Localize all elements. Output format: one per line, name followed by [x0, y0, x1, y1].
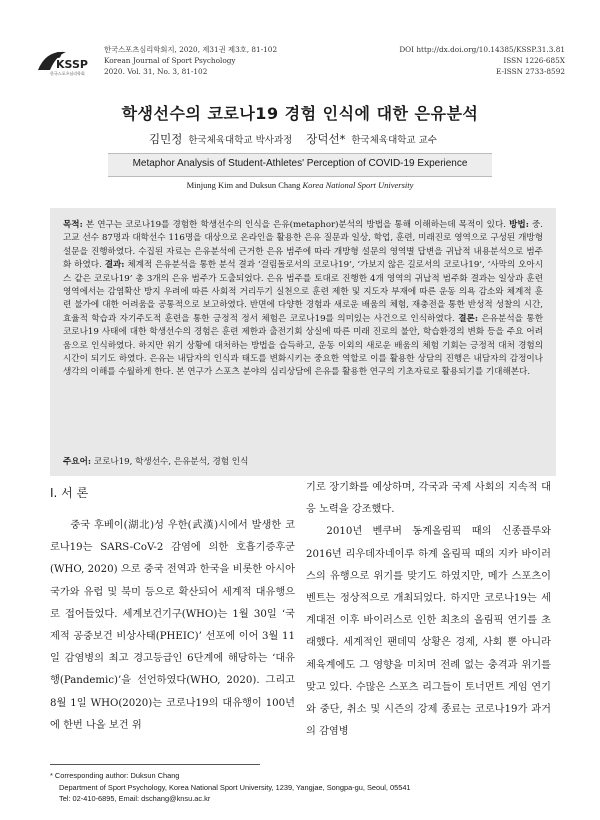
result-label: 결과: [104, 260, 125, 271]
author-name: 장덕선* [306, 132, 346, 146]
keywords-text: 코로나19, 학생선수, 은유분석, 경험 인식 [91, 457, 249, 467]
kssp-logo [36, 46, 94, 76]
method-label: 방법: [509, 220, 529, 230]
result-text: 체계적 은유분석을 통한 분석 결과 ‘걸림돌로서의 코로나19’, ‘가보지 않은 길로서의 코로나19’, ‘사막의 오아시스 같은 코로나19’ 총 3개의 은유 범주가 도출되었다. 은유 범주를 토대로 진행한 4개 영역의 귀납적 범주화 결과는 일상과 훈련영역에서는 감염확산 방지 우려에 따른 사회적 거리두기 실천으로 훈련 제한 및 지도자 부재에 따른 운동 의욕 감소와 체계적 훈련 불가에 대한 어려움을 공통적으로 보고하였다. 반면에 다양한 경험과 새로운 배움의 체험, 재충전을 통한 반성적 성찰의 시간, 효율적 학습과 자기주도적 훈련을 통한 긍정적 정서 체험은 코로나19를 의미있는 사건으로 인식하였다. [63, 260, 544, 324]
conclusion-label: 결론: [458, 313, 479, 324]
author-affiliation: 한국체육대학교 박사과정 [188, 135, 293, 146]
english-title: Metaphor Analysis of Student-Athletes' Perception of COVID-19 Experience [132, 158, 468, 169]
body-paragraph: 기로 장기화를 예상하며, 각국과 국제 사회의 지속적 대응 노력을 강조했다. [306, 482, 551, 516]
eissn: E-ISSN 2733-8592 [496, 67, 565, 76]
paper-title: 학생선수의 코로나19 경험 인식에 대한 은유분석 [121, 104, 479, 123]
body-column-right [306, 477, 551, 743]
keywords-label: 주요어: [63, 457, 92, 467]
svg-text:KSSP: KSSP [56, 58, 88, 71]
footnote [50, 770, 560, 805]
body-paragraph: 2010년 벤쿠버 동계올림픽 때의 신종플루와 2016년 리우데자네이루 하계 올림픽 때의 지카 바이러스의 유행으로 위기를 맞기도 하였지만, 메가 스포츠이벤트는 정상적으로 개최되었다. 하지만 코로나19는 세계대전 이후 바이러스로 인한 최초의 올림픽 연기를 초래했다. 세계적인 팬데믹 상황은 경제, 사회 뿐 아니라 체육계에도 그 영향을 미치며 전례 없는 충격과 위기를 맞고 있다. 수많은 스포츠 리그들이 토너먼트 게임 연기와 중단, 취소 및 시즌의 강제 종료는 코로나19가 과거의 감염병 [306, 526, 551, 738]
journal-citation-korean: 한국스포츠심리학회지, 2020, 제31권 제3호, 81-102 [104, 45, 278, 54]
keywords [63, 455, 543, 467]
author-affiliation: 한국체육대학교 교수 [351, 135, 437, 146]
section-heading: I. 서 론 [50, 486, 89, 500]
author-name: 김민정 [149, 132, 183, 146]
footnote-divider [50, 764, 260, 765]
english-author-names: Minjung Kim and Duksun Chang [186, 180, 301, 190]
footnote-author: * Corresponding author: Duksun Chang [50, 771, 180, 780]
journal-name-english: Korean Journal of Sport Psychology [104, 56, 236, 65]
author-line [0, 131, 600, 147]
method-text: 중.고교 선수 87명과 대학선수 116명을 대상으로 온라인을 활용한 은유 질문과 일상, 학업, 훈련, 미래진로 영역으로 구성된 개방형 설문을 진행하였다. 수집된 자료는 은유분석에 근거한 은유 범주에 따라 개방형 설문의 영역별 답변을 귀납적 내용분석으로 범주화 하였다. [63, 220, 544, 271]
english-authors [0, 180, 600, 190]
svg-text:한국스포츠심리학회: 한국스포츠심리학회 [50, 71, 85, 76]
journal-citation [104, 44, 277, 77]
footnote-contact: Tel: 02-410-6895, Email: dschang@knsu.ac.kr [59, 794, 211, 804]
doi-link[interactable]: DOI http://dx.doi.org/10.14385/KSSP.31.3.81 [399, 45, 565, 54]
issn: ISSN 1226-685X [503, 56, 565, 65]
journal-volume: 2020. Vol. 31, No. 3, 81-102 [104, 67, 208, 76]
purpose-label: 목적: [63, 220, 83, 230]
body-column-left [50, 515, 295, 737]
body-paragraph: 중국 후베이(湖北)성 우한(武漢)시에서 발생한 코로나19는 SARS-CoV-2 감염에 의한 호흡기증후군(WHO, 2020) 으로 중국 전역과 한국을 비롯한 아시아 국가와 유럽 및 북미 등으로 확산되어 세계적 대유행으로 접어들었다. 세계보건기구(WHO)는 1월 30일 ‘국제적 공중보건 비상사태(PHEIC)’ 선포에 이어 3월 11일 감염병의 최고 경고등급인 6단계에 해당하는 ‘대유행(Pandemic)’을 선언하였다(WHO, 2020). 그리고 8월 1일 WHO(2020)는 코로나19의 대유행이 100년에 한번 나올 보건 위 [50, 520, 295, 731]
abstract [63, 219, 543, 380]
conclusion-text: 은유분석을 통한 코로나19 사태에 대한 학생선수의 경험은 훈련 제한과 출전기회 상실에 따른 미래 진로의 불안, 학습환경의 변화 등을 주요 어려움으로 인식하였다. 하지만 위기 상황에 대처하는 방법을 습득하고, 운동 이외의 새로운 배움의 체험 기회는 긍정적 대처 경험의 시간이 되기도 하였다. 은유는 내담자의 인식과 태도를 변화시키는 중요한 역할로 이를 활용한 상담의 진행은 내담자의 감정이나 생각의 이해를 수월하게 한다. 본 연구가 스포츠 분야의 심리상담에 은유를 활용한 연구의 기초자료로 활용되기를 기대해본다. [63, 313, 543, 378]
english-affiliation: Korea National Sport University [302, 180, 414, 190]
footnote-address: Department of Sport Psychology, Korea National Sport University, 1239, Yangjae, Songpa-gu, Seoul, 05541 [59, 782, 411, 792]
purpose-text: 본 연구는 코로나19를 경험한 학생선수의 인식을 은유(metaphor)분석의 방법을 통해 이해하는데 목적이 있다. [82, 220, 507, 230]
journal-identifiers [399, 44, 565, 77]
